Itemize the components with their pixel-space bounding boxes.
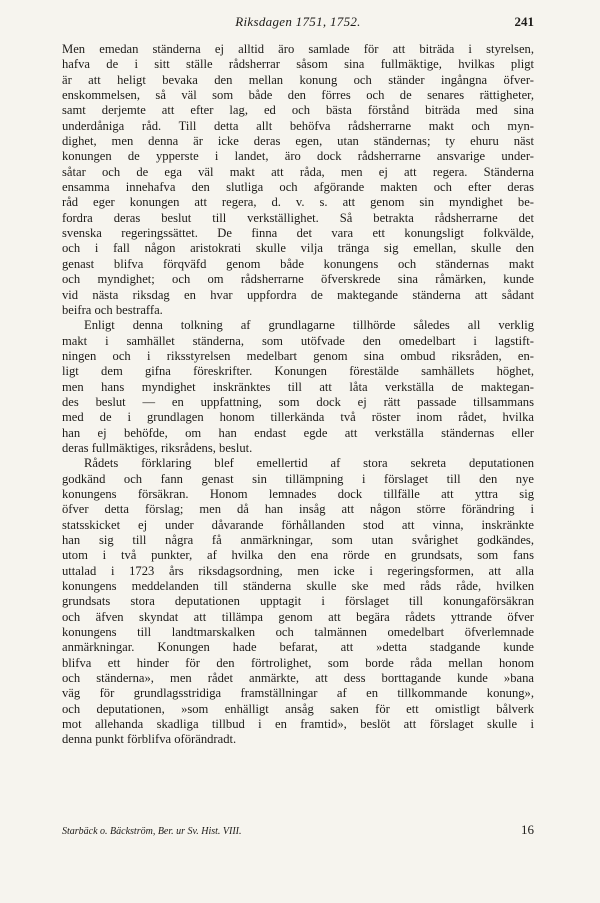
text-line: ensamma innehafva den slutliga och afgörande makten och efter deras [62,180,534,195]
text-line: öfver detta förslag; men då han insåg att någon större förändring i [62,502,534,517]
text-line: och myndighet; och om rådsherrarne öfverskrede sina råmärken, kunde [62,272,534,287]
text-line: godkänd och fann genast sin tillämpning i förslaget till den nye [62,471,534,486]
text-line: grundsats stora deputationen upptagit i förslaget till konungaförsäkran [62,594,534,609]
text-line: genast blifva förqväfd genom både konungens och ständernas makt [62,256,534,271]
text-line: han sig till några få anmärkningar, som utan svårighet godkändes, [62,533,534,547]
printer-signature: Starbäck o. Bäckström, Ber. ur Sv. Hist. VIII. [62,826,242,837]
text-line: är att heligt bevaka den mellan konung och ständer ingångna öfver- [62,72,534,87]
text-line: väg för grundlagsstridiga framställningar af en tillkommande konung», [62,686,534,701]
text-line: fordra deras beslut till verkställighet. Så betrakta rådsherrarne det [62,210,534,225]
text-line: samt derjemte att efter lag, ed och bästa förstånd biträda med sina [62,103,534,118]
text-line: men hans myndighet inskränktes till att låta verkställa de maktegan- [62,379,534,394]
text-line: Rådets förklaring blef emellertid af stora sekreta deputationen [84,456,534,471]
text-line: och äfven skyndat att tillämpa genom att begära rådets yttrande öfver [62,609,534,624]
text-line: mot allehanda skadliga tillbud i en framtid», beslöt att förslaget skulle i [62,717,534,732]
body-text [62,42,534,748]
text-line: vid nästa riksdag en hvar uppfordra de maktegande ständerna att sådant [62,287,534,302]
text-line: blifva ett hinder för den förtrolighet, som borde råda mellan honom [62,655,534,670]
text-line: konungen de ypperste i landet, äro dock rådsherrarne ansvarige under- [62,149,534,164]
signature-number: 16 [521,822,534,837]
text-line: enskommelsen, så väl som både den förres och de senares rättigheter, [62,88,534,103]
text-line: statsskicket ej under dåvarande förhållanden stod att vinna, inskränkte [62,517,534,532]
text-line: med de i grundlagen honom tillerkända två röster inom rådet, hvilka [62,410,534,425]
page-footer [62,822,534,842]
text-line: underdåniga råd. Till detta allt behöfva rådsherrarne makt och myn- [62,118,534,133]
text-line: beifra och bestraffa. [62,302,163,317]
text-line: konungens till landtmarskalken och talmännen omedelbart öfverlemnade [62,625,534,640]
text-line: ligt dem gifna föreskrifter. Konungen förestälde samhällets höghet, [62,364,534,379]
running-title: Riksdagen 1751, 1752. [235,14,361,29]
text-line: Men emedan ständerna ej alltid äro samlade för att biträda i styrelsen, [62,42,534,56]
text-line: denna punkt förblifva oförändradt. [62,732,237,747]
text-line: och ständerna», men rådet anmärkte, att dess borttagande kunde »bana [62,671,534,686]
text-line: makt i samhället ständerna, som utöfvade den omedelbart i lagstift- [62,333,534,348]
text-line: såtar och de ega väl makt att råda, men ej att regera. Ständerna [62,164,534,179]
text-line: des beslut — en uppfattning, som dock ej rätt passade tillsammans [62,394,534,409]
text-line: råd eger konungen att regera, d. v. s. att genom sin myndighet be- [62,195,534,210]
text-line: Enligt denna tolkning af grundlagarne tillhörde således all verklig [84,318,534,333]
text-line: konungens meddelanden till ständerna skulle ske med råds råde, hvilken [62,579,534,594]
text-line: anmärkningar. Konungen hade befarat, att »detta stadgande kunde [62,640,534,655]
text-line: ningen och i riksstyrelsen medelbart genom sina ombud riksråden, en- [62,348,534,363]
text-line: utom i två punkter, af hvilka den ena rörde en grundsats, som fans [62,548,534,563]
text-line: svenska regeringssättet. De finna det vara ett konungsligt folkvälde, [62,226,534,241]
text-line: deras fullmäktiges, riksrådens, beslut. [62,440,253,455]
text-line: dighet, men denna är icke deras egen, utan ständernas; ty ehuru näst [62,134,534,149]
page-header [62,14,534,34]
text-line: han ej behöfde, om han endast egde att verkställa ständernas eller [62,425,534,440]
page-number: 241 [514,14,534,29]
text-line: hafva de i sitt ställe rådsherrar såsom sina fullmäktige, hvilkas pligt [62,57,534,72]
text-line: och i fall någon aristokrati skulle vilja tränga sig emellan, skulle den [62,241,534,256]
text-line: konungens försäkran. Honom lemnades dock tillfälle att yttra sig [62,486,534,501]
text-line: och deputationen, »som enhälligt ansåg saken för ett omistligt bålverk [62,701,534,716]
text-line: uttalad i 1723 års riksdagsordning, men icke i regeringsformen, att alla [62,563,534,578]
